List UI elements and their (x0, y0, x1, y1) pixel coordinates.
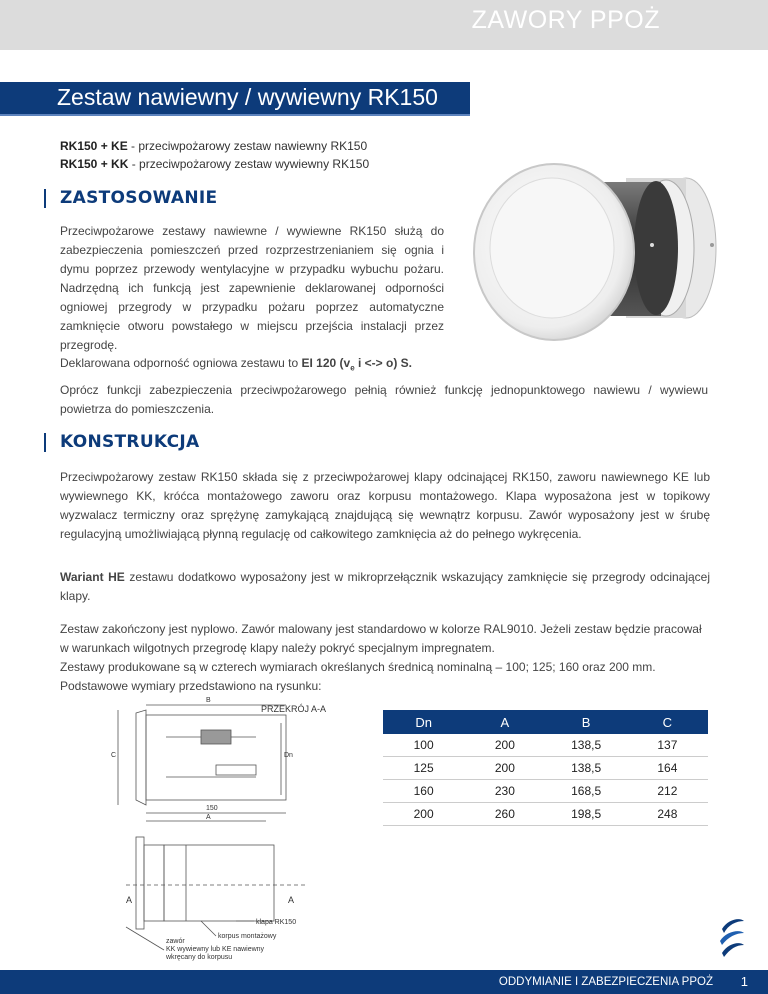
table-row: 100 200 138,5 137 (383, 734, 708, 757)
callout-klapa: klapa RK150 (256, 919, 297, 926)
section-heading-konstrukcja: KONSTRUKCJA (44, 432, 184, 452)
product-image (466, 162, 728, 342)
table-header-row (383, 710, 708, 734)
col-header: C (627, 710, 708, 734)
title-bar (0, 82, 470, 114)
company-logo-icon (718, 915, 746, 960)
section-label: PRZEKRÓJ A-A (261, 704, 327, 714)
paragraph-finish: Zestaw zakończony jest nyplowo. Zawór malowany jest standardowo w kolorze RAL9010. Jeżeli zestaw będzie pracował w warunkach wilgotnych przegrodę klapy należy pokryć specjalnym impregnatem. Zestawy produkowane są w czterech wymiarach określanych średnicą nominalną – 100; 125; 160 oraz 200 mm. Podstawowe wymiary przedstawiono na rysunku: (60, 622, 702, 693)
model-item: RK150 + KE - przeciwpożarowy zestaw nawiewny RK150 (60, 139, 368, 153)
callout-zawor-mount: wkręcany do korpusu (166, 954, 233, 961)
dimensions-table (383, 710, 708, 826)
paragraph-function: Oprócz funkcji zabezpieczenia przeciwpożarowego pełnią również funkcję jednopunktowego nawiewu / wywiewu powietrza do pomieszczenia. (60, 383, 708, 416)
footer-text: ODDYMIANIE I ZABEZPIECZENIA PPOŻ (498, 976, 713, 988)
category-label: ZAWORY PPOŻ (471, 6, 660, 34)
header-bar (0, 0, 768, 50)
cut-a-right: A (288, 895, 295, 905)
callout-zawor: zawór (166, 938, 185, 945)
callout-korpus: korpus montażowy (218, 933, 277, 940)
paragraph-konstrukcja: Przeciwpożarowy zestaw RK150 składa się z przeciwpożarowej klapy odcinającej RK150, zaworu nawiewnego KE lub wywiewnego KK, króćca montażowego zaworu oraz korpusu montażowego. Klapa wyposażona jest w topikowy wyzwalacz termiczny oraz sprężynę zamykającą znajdującą się wewnątrz korpusu. Zawór wyposażony jest w śrubę regulacyjną umożliwiającą płynną regulację od całkowitego zamknięcia aż do pełnego wykręcenia. (60, 470, 710, 541)
cut-a-left: A (126, 895, 133, 905)
table-row: 125 200 138,5 164 (383, 757, 708, 780)
dim-b: B (206, 697, 211, 704)
table-row: 200 260 198,5 248 (383, 803, 708, 826)
model-list (60, 137, 369, 173)
model-item: RK150 + KK - przeciwpożarowy zestaw wywiewny RK150 (60, 157, 370, 171)
section-heading-zastosowanie: ZASTOSOWANIE (44, 188, 201, 208)
col-header: Dn (383, 710, 464, 734)
dim-150: 150 (206, 805, 218, 812)
paragraph-variant: Wariant HE zestawu dodatkowo wyposażony jest w mikroprzełącznik wskazujący zamknięcie się przegrody odcinającej klapy. (60, 570, 711, 603)
dim-a: A (206, 814, 211, 821)
page-number: 1 (740, 974, 748, 989)
paragraph-fire-resistance: Deklarowana odporność ogniowa zestawu to EI 120 ($v_e$ i <-> o) S. (60, 356, 412, 373)
paragraph-zastosowanie: Przeciwpożarowe zestawy nawiewne / wywiewne RK150 służą do zabezpieczenia pomieszczeń przed rozprzestrzenianiem się ognia i dymu poprzez przewody wentylacyjne w przypadku wybuchu pożaru. Nadrzędną ich funkcją jest zapewnienie deklarowanej odporności ogniowej przegrody w przypadku pożaru poprzez automatyczne zamknięcie otworu powstałego w miejscu przejścia instalacji przez przegrodę. (60, 224, 444, 352)
technical-drawing (106, 695, 346, 965)
table-row: 160 230 168,5 212 (383, 780, 708, 803)
col-header: B (546, 710, 627, 734)
callout-zawor-type: KK wywiewny lub KE nawiewny (166, 946, 265, 953)
col-header: A (464, 710, 545, 734)
dim-c: C (111, 752, 117, 759)
page-title: Zestaw nawiewny / wywiewny RK150 (57, 84, 438, 110)
dim-dn: Dn (284, 752, 293, 759)
